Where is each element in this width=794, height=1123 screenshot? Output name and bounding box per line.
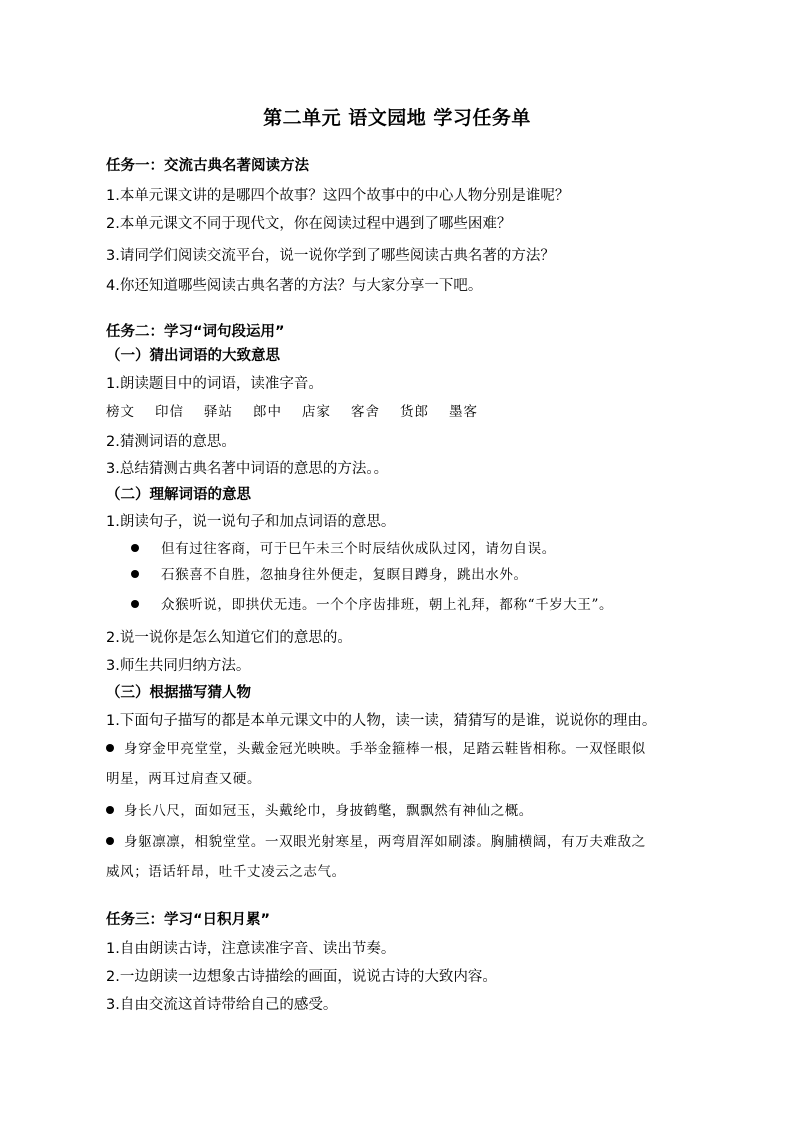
- sentence-item: [131, 565, 528, 585]
- task1-item-3: 3.请同学们阅读交流平台，说一说你学到了哪些阅读古典名著的方法？: [106, 248, 555, 264]
- task3-item-3: 3.自由交流这首诗带给自己的感受。: [106, 997, 338, 1013]
- bullet-icon: [106, 744, 114, 752]
- bullet-icon: [106, 806, 114, 814]
- sentence-text: 众猴听说，即拱伏无违。一个个序齿排班，朝上礼拜，都称“千岁大王”。: [161, 597, 614, 613]
- vocab-word: 郎中: [253, 404, 282, 420]
- vocabulary-word-list: [106, 402, 498, 422]
- vocab-word: 货郎: [400, 404, 429, 420]
- page-title: 第二单元 语文园地 学习任务单: [263, 107, 531, 129]
- task1-heading: 任务一：交流古典名著阅读方法: [106, 158, 309, 174]
- vocab-word: 店家: [302, 404, 331, 420]
- bullet-icon: [131, 600, 139, 608]
- task2-part3-step1: 1.下面句子描写的都是本单元课文中的人物，读一读，猜猜写的是谁，说说你的理由。: [106, 713, 657, 729]
- task1-item-4: 4.你还知道哪些阅读古典名著的方法？与大家分享一下吧。: [106, 278, 483, 294]
- task2-part2-step3: 3.师生共同归纳方法。: [106, 658, 251, 674]
- task1-item-2: 2.本单元课文不同于现代文，你在阅读过程中遇到了哪些困难？: [106, 216, 512, 232]
- character-description: [106, 801, 533, 821]
- task2-part2-step1: 1.朗读句子，说一说句子和加点词语的意思。: [106, 514, 396, 530]
- vocab-word: 榜文: [106, 404, 135, 420]
- description-text: 身躯凛凛，相貌堂堂。一双眼光射寒星，两弯眉浑如刷漆。胸脯横阔，有万夫难敌之: [124, 834, 646, 850]
- task2-part1-step2: 2.猜测词语的意思。: [106, 434, 236, 450]
- task1-item-1: 1.本单元课文讲的是哪四个故事？这四个故事中的中心人物分别是谁呢？: [106, 188, 570, 204]
- bullet-icon: [131, 544, 139, 552]
- vocab-word: 墨客: [449, 404, 478, 420]
- sentence-item: [131, 595, 613, 615]
- vocab-word: 客舍: [351, 404, 380, 420]
- sentence-item: [131, 539, 556, 559]
- task2-part1-heading: （一）猜出词语的大致意思: [106, 348, 280, 364]
- task2-part1-step1: 1.朗读题目中的词语，读准字音。: [106, 376, 323, 392]
- description-text: 身长八尺，面如冠玉，头戴纶巾，身披鹤氅，飘飘然有神仙之概。: [124, 803, 533, 819]
- task3-heading: 任务三：学习“日积月累”: [106, 912, 271, 928]
- task2-part2-heading: （二）理解词语的意思: [106, 487, 251, 503]
- description-text: 身穿金甲亮堂堂，头戴金冠光映映。手举金箍棒一根，足踏云鞋皆相称。一双怪眼似: [124, 741, 646, 757]
- task2-part1-step3: 3.总结猜测古典名著中词语的意思的方法。。: [106, 461, 389, 477]
- sentence-text: 但有过往客商，可于巳午未三个时辰结伙成队过冈，请勿自误。: [161, 541, 556, 557]
- description-continuation: 明星，两耳过肩查又硬。: [106, 771, 262, 787]
- vocab-word: 驿站: [204, 404, 233, 420]
- task2-part3-heading: （三）根据描写猜人物: [106, 685, 251, 701]
- sentence-text: 石猴喜不自胜，忽抽身往外便走，复瞑目蹲身，跳出水外。: [161, 567, 528, 583]
- character-description: [106, 739, 646, 759]
- task2-heading: 任务二：学习“词句段运用”: [106, 324, 285, 340]
- task3-item-2: 2.一边朗读一边想象古诗描绘的画面，说说古诗的大致内容。: [106, 969, 497, 985]
- task2-part2-step2: 2.说一说你是怎么知道它们的意思的。: [106, 630, 352, 646]
- character-description: [106, 832, 646, 852]
- description-continuation: 威风；语话轩昂，吐千丈凌云之志气。: [106, 864, 346, 880]
- bullet-icon: [106, 837, 114, 845]
- vocab-word: 印信: [155, 404, 184, 420]
- bullet-icon: [131, 570, 139, 578]
- task3-item-1: 1.自由朗读古诗，注意读准字音、读出节奏。: [106, 941, 396, 957]
